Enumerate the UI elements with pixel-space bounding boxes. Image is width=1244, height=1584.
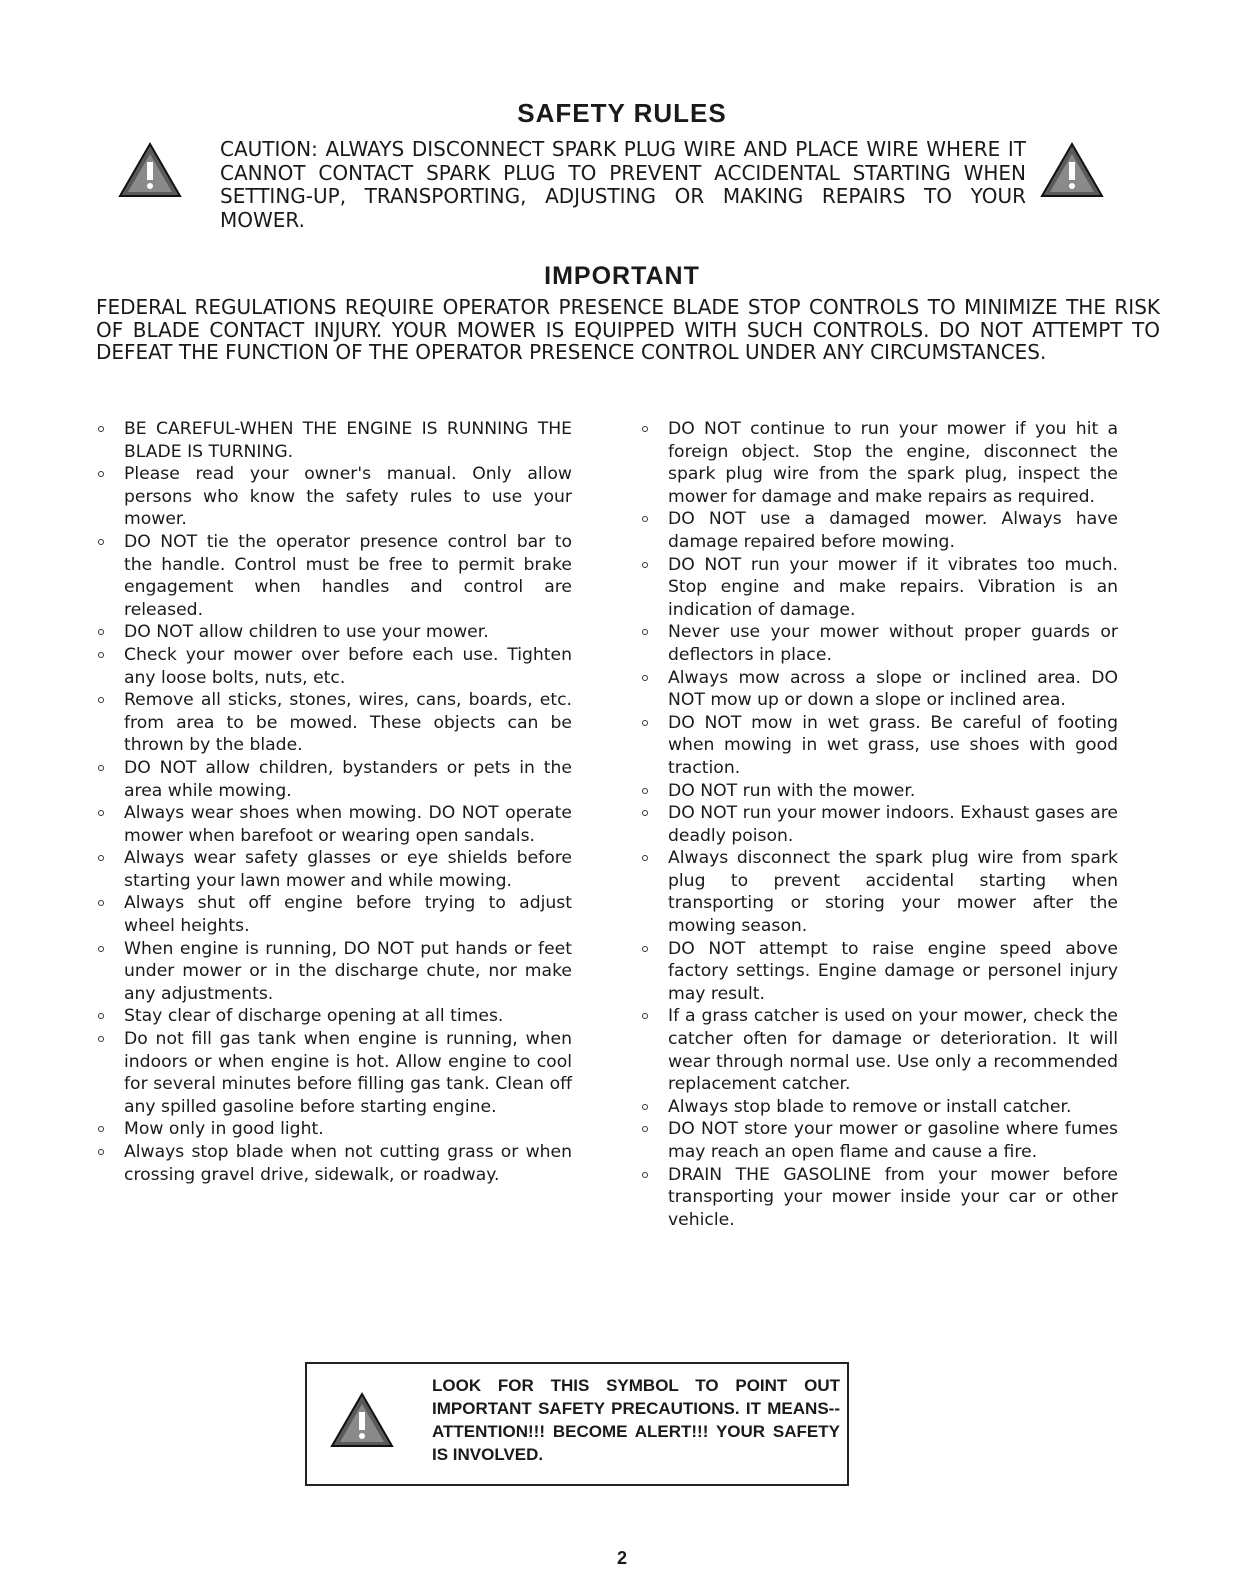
rule-item: Always disconnect the spark plug wire from spark plug to prevent accidental starting when transporting or storing your mower after the mowing season. (640, 847, 1118, 937)
rule-item: DO NOT allow children to use your mower. (96, 621, 572, 644)
rule-item: Always stop blade to remove or install catcher. (640, 1096, 1118, 1119)
rule-item: Please read your owner's manual. Only allow persons who know the safety rules to use your mower. (96, 463, 572, 531)
rule-item: Remove all sticks, stones, wires, cans, boards, etc. from area to be mowed. These objects can be thrown by the blade. (96, 689, 572, 757)
rule-item: DO NOT attempt to raise engine speed above factory settings. Engine damage or personel injury may result. (640, 938, 1118, 1006)
safety-notice-text: LOOK FOR THIS SYMBOL TO POINT OUT IMPORTANT SAFETY PRECAUTIONS. IT MEANS-- ATTENTION!!! BECOME ALERT!!! YOUR SAFETY IS INVOLVED. (432, 1376, 840, 1464)
safety-rules-right-column (640, 418, 1118, 1231)
rule-item: Check your mower over before each use. Tighten any loose bolts, nuts, etc. (96, 644, 572, 689)
rule-item: Stay clear of discharge opening at all times. (96, 1005, 572, 1028)
rule-item: DO NOT run with the mower. (640, 780, 1118, 803)
rule-item: Always shut off engine before trying to adjust wheel heights. (96, 892, 572, 937)
rule-item: DO NOT run your mower if it vibrates too much. Stop engine and make repairs. Vibration is an indication of damage. (640, 554, 1118, 622)
safety-rules-left-column (96, 418, 572, 1186)
rule-item: DRAIN THE GASOLINE from your mower before transporting your mower inside your car or other vehicle. (640, 1164, 1118, 1232)
rule-item: DO NOT allow children, bystanders or pets in the area while mowing. (96, 757, 572, 802)
rule-item: DO NOT store your mower or gasoline where fumes may reach an open flame and cause a fire. (640, 1118, 1118, 1163)
warning-triangle-icon (118, 142, 182, 198)
warning-triangle-icon (1040, 142, 1104, 198)
caution-text: CAUTION: ALWAYS DISCONNECT SPARK PLUG WIRE AND PLACE WIRE WHERE IT CANNOT CONTACT SPARK PLUG TO PREVENT ACCIDENTAL STARTING WHEN SETTING-UP, TRANSPORTING, ADJUSTING OR MAKING REPAIRS TO YOUR MOWER. (220, 137, 1026, 232)
rule-item: BE CAREFUL-WHEN THE ENGINE IS RUNNING THE BLADE IS TURNING. (96, 418, 572, 463)
warning-triangle-icon (330, 1392, 394, 1448)
rule-item: DO NOT tie the operator presence control bar to the handle. Control must be free to permit brake engagement when handles and control are released. (96, 531, 572, 621)
rule-item: DO NOT use a damaged mower. Always have damage repaired before mowing. (640, 508, 1118, 553)
important-text: FEDERAL REGULATIONS REQUIRE OPERATOR PRESENCE BLADE STOP CONTROLS TO MINIMIZE THE RISK OF BLADE CONTACT INJURY. YOUR MOWER IS EQUIPPED WITH SUCH CONTROLS. DO NOT ATTEMPT TO DEFEAT THE FUNCTION OF THE OPERATOR PRESENCE CONTROL UNDER ANY CIRCUMSTANCES. (96, 295, 1160, 364)
important-heading: IMPORTANT (544, 262, 700, 290)
rule-item: Never use your mower without proper guards or deflectors in place. (640, 621, 1118, 666)
rule-item: DO NOT run your mower indoors. Exhaust gases are deadly poison. (640, 802, 1118, 847)
rule-item: Mow only in good light. (96, 1118, 572, 1141)
rule-item: DO NOT mow in wet grass. Be careful of footing when mowing in wet grass, use shoes with good traction. (640, 712, 1118, 780)
page-number: 2 (616, 1548, 627, 1568)
rule-item: Always wear safety glasses or eye shields before starting your lawn mower and while mowing. (96, 847, 572, 892)
rule-item: If a grass catcher is used on your mower, check the catcher often for damage or deterioration. It will wear through normal use. Use only a recommended replacement catcher. (640, 1005, 1118, 1095)
rule-item: Always mow across a slope or inclined area. DO NOT mow up or down a slope or inclined area. (640, 667, 1118, 712)
page-title: SAFETY RULES (517, 98, 727, 128)
rule-item: Always stop blade when not cutting grass or when crossing gravel drive, sidewalk, or roadway. (96, 1141, 572, 1186)
rule-item: DO NOT continue to run your mower if you hit a foreign object. Stop the engine, disconnect the spark plug wire from the spark plug, inspect the mower for damage and make repairs as required. (640, 418, 1118, 508)
rule-item: When engine is running, DO NOT put hands or feet under mower or in the discharge chute, nor make any adjustments. (96, 938, 572, 1006)
rule-item: Do not fill gas tank when engine is running, when indoors or when engine is hot. Allow engine to cool for several minutes before filling gas tank. Clean off any spilled gasoline before starting engine. (96, 1028, 572, 1118)
rule-item: Always wear shoes when mowing. DO NOT operate mower when barefoot or wearing open sandals. (96, 802, 572, 847)
